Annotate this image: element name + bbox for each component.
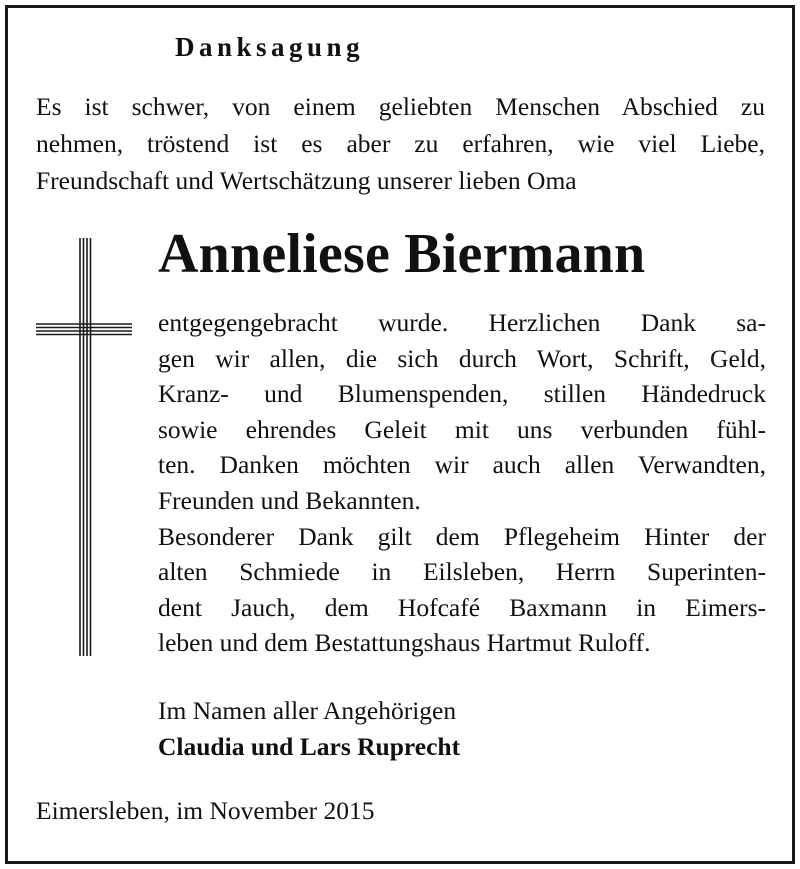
- closing-block: [158, 693, 460, 765]
- body-line: gen wir allen, die sich durch Wort, Schrift, Geld,: [158, 343, 766, 373]
- intro-paragraph: [36, 88, 765, 199]
- deceased-name: Anneliese Biermann: [158, 223, 646, 285]
- closing-phrase: Im Namen aller Angehörigen: [158, 696, 457, 725]
- intro-line: nehmen, tröstend ist es aber zu erfahren, wie viel Liebe,: [36, 129, 765, 158]
- intro-line: Freundschaft und Wertschätzung unserer lieben Oma: [36, 166, 577, 195]
- body-line: leben und dem Bestattungshaus Hartmut Ruloff.: [158, 628, 651, 658]
- body-line: Besonderer Dank gilt dem Pflegeheim Hinter der: [158, 521, 766, 551]
- body-line: sowie ehrendes Geleit mit uns verbunden fühl-: [158, 414, 766, 444]
- body-line: entgegengebracht wurde. Herzlichen Dank sa-: [158, 308, 766, 337]
- signers: Claudia und Lars Ruprecht: [158, 732, 461, 761]
- body-line: ten. Danken möchten wir auch allen Verwandten,: [158, 450, 766, 480]
- body-line: Kranz- und Blumenspenden, stillen Händedruck: [158, 379, 766, 409]
- body-line: alten Schmiede in Eilsleben, Herrn Superinten-: [158, 557, 766, 587]
- place-date: Eimersleben, im November 2015: [36, 796, 375, 825]
- body-line: Freunden und Bekannten.: [158, 485, 421, 515]
- christian-cross-icon: [36, 238, 132, 656]
- notice-heading: Danksagung: [175, 32, 365, 62]
- body-paragraph: [158, 305, 766, 661]
- intro-line: Es ist schwer, von einem geliebten Menschen Abschied zu: [36, 92, 765, 121]
- body-line: dent Jauch, dem Hofcafé Baxmann in Eimers-: [158, 592, 766, 622]
